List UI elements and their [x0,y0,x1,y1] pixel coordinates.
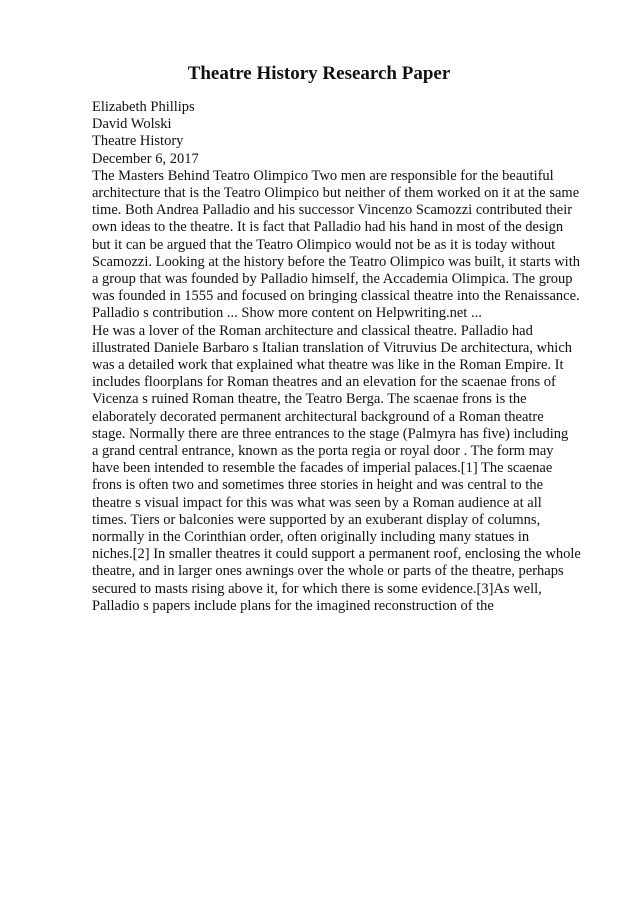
text-line: December 6, 2017 [92,150,199,167]
text-line: illustrated Daniele Barbaro s Italian translation of Vitruvius De architectura, which [92,339,573,356]
text-line: architecture that is the Teatro Olimpico but neither of them worked on it at the same [92,185,580,202]
text-line: own ideas to the theatre. It is fact that Palladio had his hand in most of the design [92,219,564,236]
text-line: Theatre History [92,133,184,150]
text-line: theatre s visual impact for this was what was seen by a Roman audience at all [92,494,542,511]
document-body [92,99,592,615]
text-line: time. Both Andrea Palladio and his successor Vincenzo Scamozzi contributed their [92,202,573,219]
text-line: Palladio s papers include plans for the imagined reconstruction of the [92,597,494,614]
text-line: frons is often two and sometimes three stories in height and was central to the [92,477,544,494]
text-line: have been intended to resemble the facades of imperial palaces.[1] The scaenae [92,460,553,477]
text-line: David Wolski [92,116,172,133]
text-line: theatre, and in larger ones awnings over the whole or parts of the theatre, perhaps [92,563,564,580]
text-line: times. Tiers or balconies were supported by an exuberant display of columns, [92,511,541,528]
text-line: Elizabeth Phillips [92,99,195,115]
text-line: He was a lover of the Roman architecture and classical theatre. Palladio had [92,322,533,339]
text-line: niches.[2] In smaller theatres it could support a permanent roof, enclosing the whole [92,546,581,563]
text-line: elaborately decorated permanent architectural background of a Roman theatre [92,408,544,425]
text-line: but it can be argued that the Teatro Olimpico would not be as it is today without [92,236,556,253]
text-line: stage. Normally there are three entrances to the stage (Palmyra has five) including [92,425,569,442]
text-line: normally in the Corinthian order, often originally including many statues in [92,529,530,546]
text-line: Scamozzi. Looking at the history before the Teatro Olimpico was built, it starts with [92,253,580,270]
text-line: secured to masts rising above it, for which there is some evidence.[3]As well, [92,580,542,597]
text-line: Vicenza s ruined Roman theatre, the Teatro Berga. The scaenae frons is the [92,391,527,408]
text-line: The Masters Behind Teatro Olimpico Two men are responsible for the beautiful [92,167,554,184]
text-line: a grand central entrance, known as the porta regia or royal door . The form may [92,443,554,460]
text-line: was a detailed work that explained what theatre was like in the Roman Empire. It [92,357,564,374]
document-title: Theatre History Research Paper [187,63,451,84]
text-line: was founded in 1555 and focused on bringing classical theatre into the Renaissance. [92,288,580,305]
text-line: a group that was founded by Palladio himself, the Accademia Olimpica. The group [92,271,573,288]
text-line: Palladio s contribution ... Show more content on Helpwriting.net ... [92,305,482,322]
text-line: includes floorplans for Roman theatres and an elevation for the scaenae frons of [92,374,556,391]
